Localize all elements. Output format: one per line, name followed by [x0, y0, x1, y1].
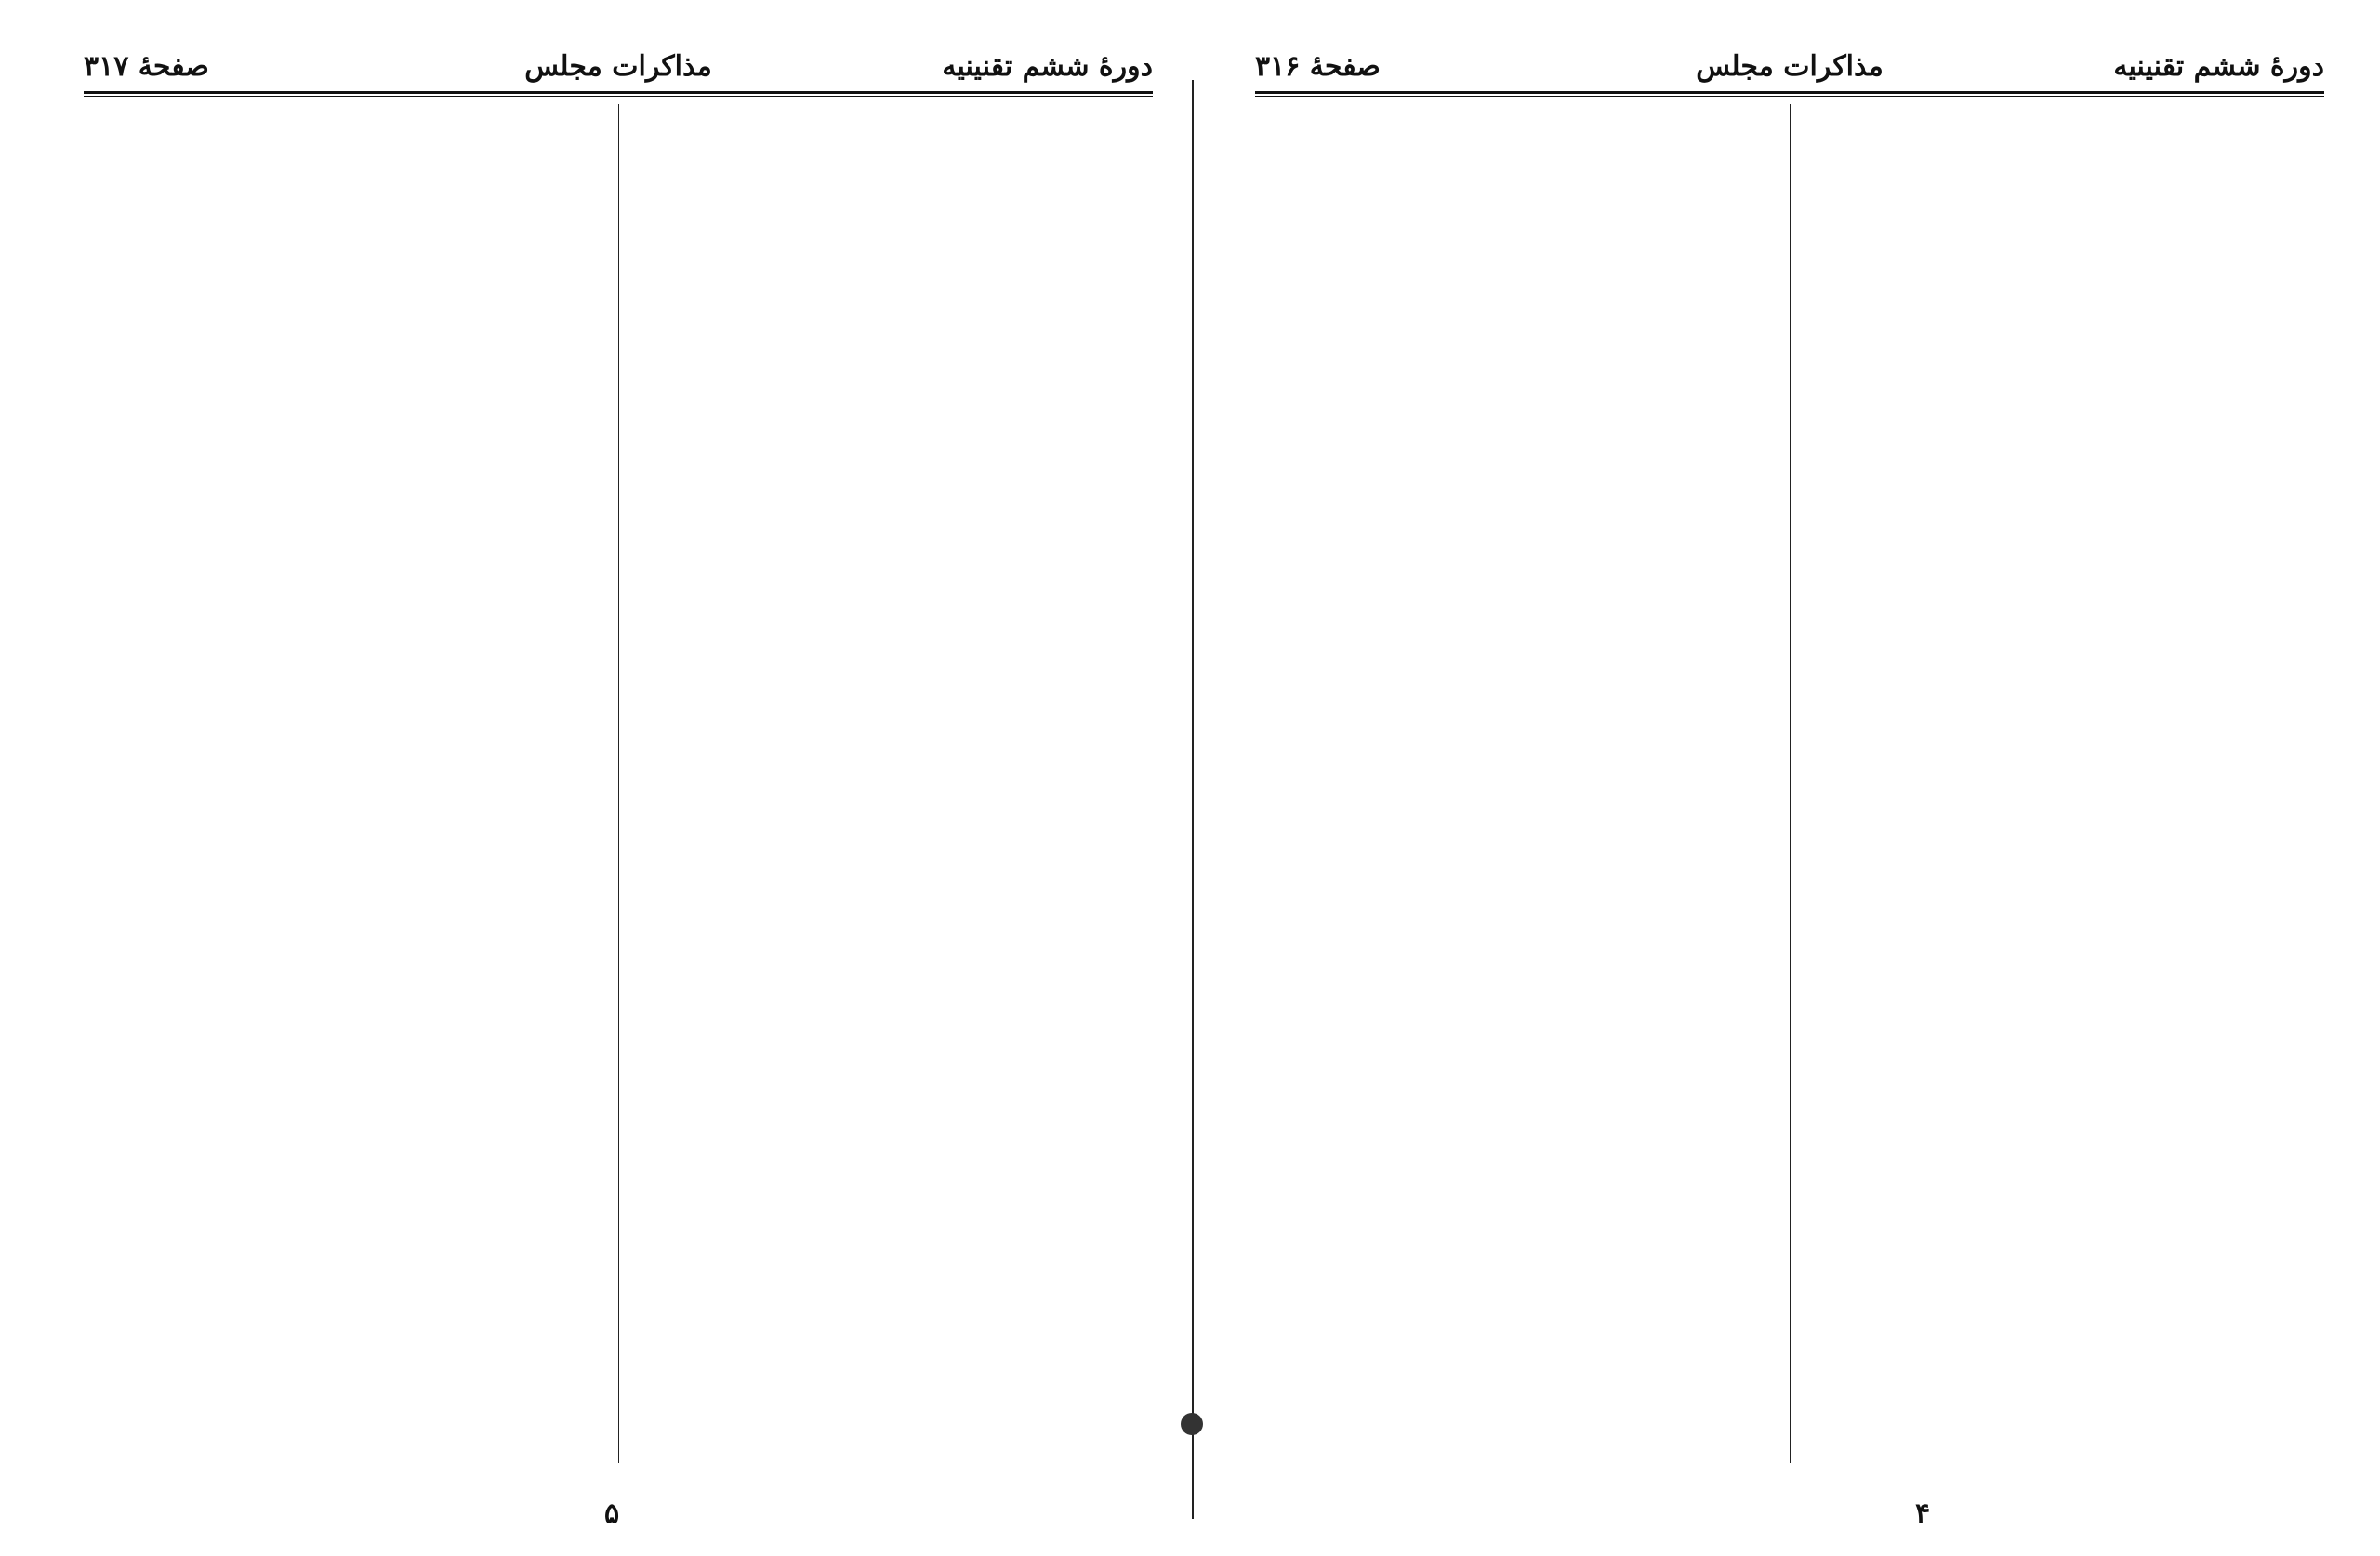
- page-footer-number: ۵: [604, 1497, 620, 1530]
- text-column-left: [84, 104, 614, 1463]
- text-column-right: [623, 104, 1153, 1463]
- page-number-label: صفحهٔ ۳۱۷: [84, 50, 209, 83]
- header-rule: [1255, 91, 2324, 94]
- page-number-label: صفحهٔ ۳۱۶: [1255, 50, 1381, 83]
- page-header: [1255, 46, 2324, 102]
- column-divider: [1790, 104, 1791, 1463]
- column-divider: [618, 104, 619, 1463]
- page-316: [1199, 0, 2352, 1556]
- text-column-left: [1255, 104, 1785, 1463]
- page-header: [84, 46, 1153, 102]
- text-columns: [84, 104, 1153, 1463]
- session-title: دورهٔ ششم تقنینیه: [942, 50, 1153, 83]
- header-rule: [84, 91, 1153, 94]
- book-spine: [1192, 80, 1194, 1519]
- page-317: [28, 0, 1181, 1556]
- publication-title: مذاکرات مجلس: [1696, 50, 1884, 83]
- header-rule-thin: [84, 96, 1153, 97]
- publication-title: مذاکرات مجلس: [524, 50, 712, 83]
- header-rule-thin: [1255, 96, 2324, 97]
- page-footer-number: ۴: [1915, 1497, 1931, 1530]
- text-column-right: [1794, 104, 2324, 1463]
- text-columns: [1255, 104, 2324, 1463]
- session-title: دورهٔ ششم تقنینیه: [2113, 50, 2324, 83]
